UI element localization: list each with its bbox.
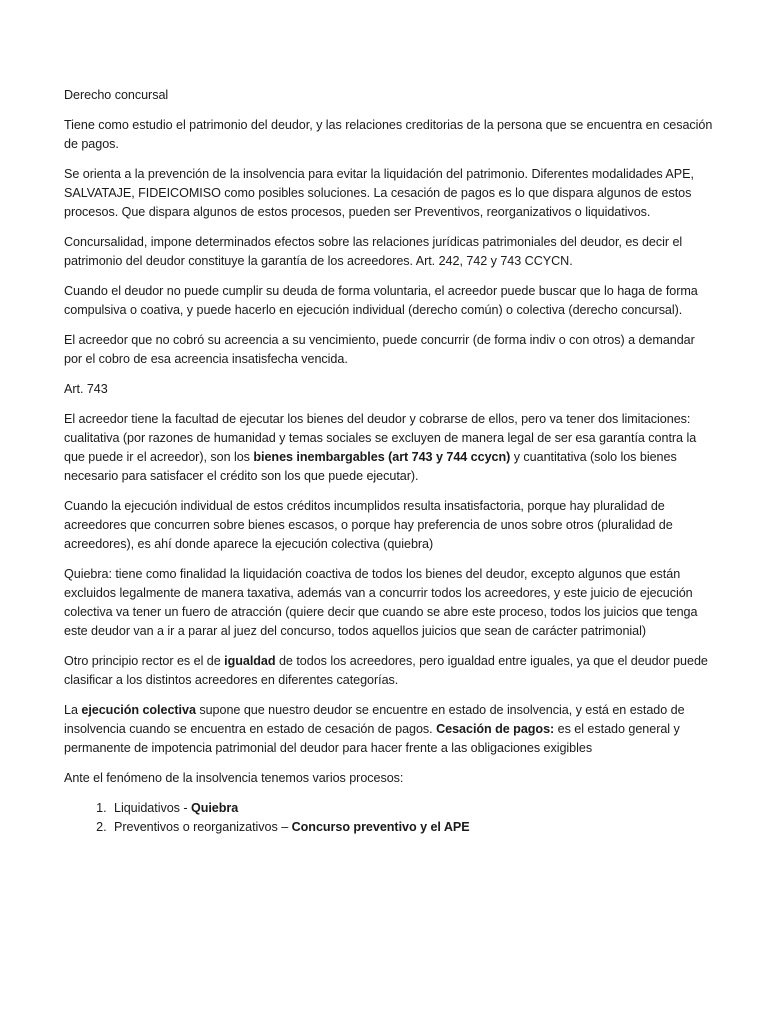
document-page [64, 86, 714, 837]
paragraph-11-text-a: La [64, 703, 82, 717]
article-heading: Art. 743 [64, 382, 108, 396]
paragraph-7-text-a: El acreedor tiene la facultad de ejecutar los bienes del deudor y cobrarse de ellos, pero va tener dos limitaciones: cualitativa (por razones de humanidad y temas sociales se excluyen de manera legal de ser esa garantía contra la que puede ir el acreedor), son los [64, 412, 697, 464]
paragraph-11-text-e: es el estado general y permanente de impotencia patrimonial del deudor para hacer frente a las obligaciones exigibles [64, 722, 680, 755]
paragraph-7-text-c: y cuantitativa (solo los bienes necesario para satisfacer el crédito son los que puede ejecutar). [64, 450, 677, 483]
paragraph-1: Tiene como estudio el patrimonio del deudor, y las relaciones creditorias de la persona que se encuentra en cesación de pagos. [64, 118, 713, 151]
document-title: Derecho concursal [64, 88, 169, 102]
paragraph-8: Cuando la ejecución individual de estos créditos incumplidos resulta insatisfactoria, porque hay pluralidad de acreedores que concurren sobre bienes escasos, o porque hay preferencia de unos sobre otros (pluralidad de acreedores), es ahí donde aparece la ejecución colectiva (quiebra) [64, 499, 673, 551]
paragraph-10-text-a: Otro principio rector es el de [64, 654, 225, 668]
paragraph-10-text-c: de todos los acreedores, pero igualdad entre iguales, ya que el deudor puede clasificar a los distintos acreedores en diferentes categorías. [64, 654, 708, 687]
paragraph-10-bold: igualdad [224, 654, 276, 668]
list-item-text: Liquidativos - [114, 801, 191, 815]
paragraph-11-bold-2: Cesación de pagos: [436, 722, 555, 736]
list-item-bold: Concurso preventivo y el APE [291, 820, 470, 834]
paragraph-11 [64, 701, 714, 758]
paragraph-9: Quiebra: tiene como finalidad la liquidación coactiva de todos los bienes del deudor, excepto algunos que están excluidos legalmente de manera taxativa, además van a concurrir todos los acreedores, y este juicio de ejecución colectiva va tener un fuero de atracción (quiere decir que cuando se abre este proceso, todos los juicios que tenga este deudor van a ir a parar al juez del concurso, todos aquellos juicios que sean de carácter patrimonial) [64, 567, 698, 638]
paragraph-11-bold-1: ejecución colectiva [81, 703, 196, 717]
paragraph-7-bold: bienes inembargables (art 743 y 744 ccycn) [253, 450, 511, 464]
paragraph-11-text-c: supone que nuestro deudor se encuentre en estado de insolvencia, y está en estado de insolvencia cuando se encuentra en estado de cesación de pagos. [64, 703, 685, 736]
paragraph-12: Ante el fenómeno de la insolvencia tenemos varios procesos: [64, 771, 404, 785]
paragraph-5: El acreedor que no cobró su acreencia a su vencimiento, puede concurrir (de forma indiv o con otros) a demandar por el cobro de esa acreencia insatisfecha vencida. [64, 333, 695, 366]
paragraph-10 [64, 652, 714, 690]
list-item-text: Preventivos o reorganizativos – [114, 820, 292, 834]
paragraph-4: Cuando el deudor no puede cumplir su deuda de forma voluntaria, el acreedor puede buscar que lo haga de forma compulsiva o coativa, y puede hacerlo en ejecución individual (derecho común) o colectiva (derecho concursal). [64, 284, 698, 317]
process-list [64, 799, 714, 837]
paragraph-7 [64, 410, 714, 486]
list-item-bold: Quiebra [190, 801, 239, 815]
paragraph-2: Se orienta a la prevención de la insolvencia para evitar la liquidación del patrimonio. Diferentes modalidades APE, SALVATAJE, FIDEICOMISO como posibles soluciones. La cesación de pagos es lo que dispara algunos de estos procesos. Que dispara algunos de estos procesos, pueden ser Preventivos, reorganizativos o liquidativos. [64, 167, 694, 219]
list-item [110, 799, 714, 818]
list-item [110, 818, 714, 837]
paragraph-3: Concursalidad, impone determinados efectos sobre las relaciones jurídicas patrimoniales del deudor, es decir el patrimonio del deudor constituye la garantía de los acreedores. Art. 242, 742 y 743 CCYCN. [64, 235, 683, 268]
